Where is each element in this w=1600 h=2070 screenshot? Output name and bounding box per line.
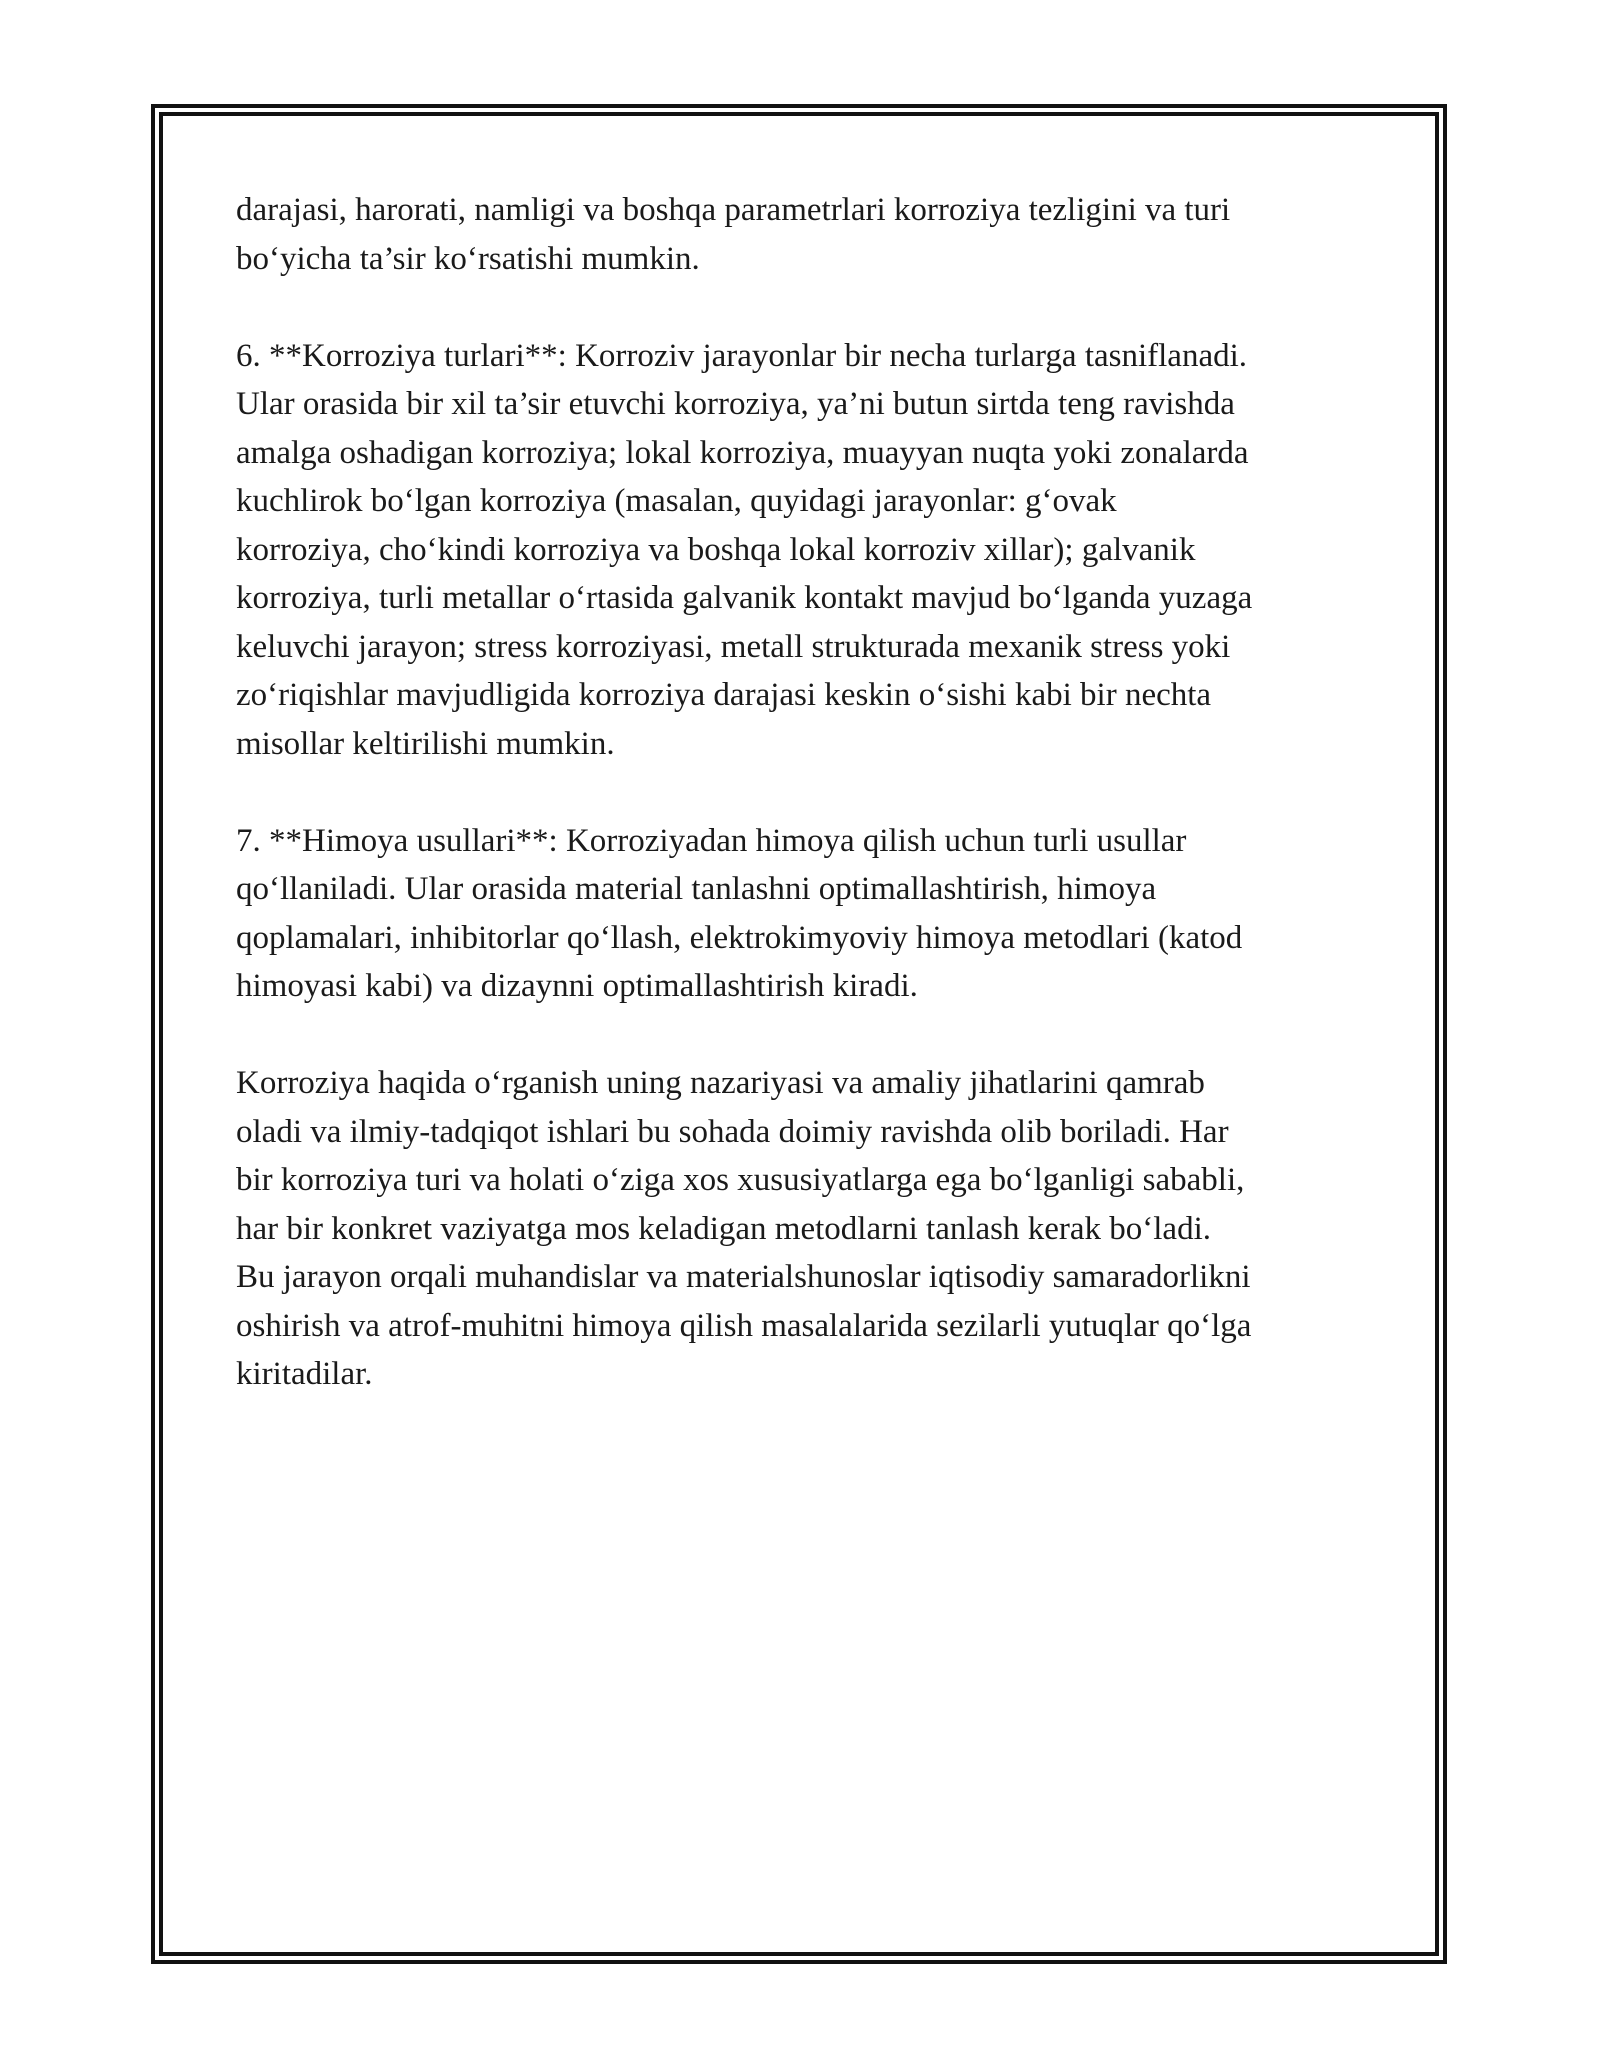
paragraph-continuation: darajasi, harorati, namligi va boshqa parametrlari korroziya tezligini va turi bo‘yicha ta’sir ko‘rsatishi mumkin.	[236, 192, 1231, 277]
paragraph-corrosion-types: 6. **Korroziya turlari**: Korroziv jarayonlar bir necha turlarga tasniflanadi. Ular orasida bir xil ta’sir etuvchi korroziya, ya’ni butun sirtda teng ravishda amalga oshadigan korroziya; lokal korroziya, muayyan nuqta yoki zonalarda kuchlirok bo‘lgan korroziya (masalan, quyidagi jarayonlar: g‘ovak korroziya, cho‘kindi korroziya va boshqa lokal korroziv xillar); galvanik korroziya, turli metallar o‘rtasida galvanik kontakt mavjud bo‘lganda yuzaga keluvchi jarayon; stress korroziyasi, metall strukturada mexanik stress yoki zo‘riqishlar mavjudligida korroziya darajasi keskin o‘sishi kabi bir nechta misollar keltirilishi mumkin.	[236, 337, 1253, 762]
document-body	[236, 186, 1386, 1447]
paragraph-protection-methods: 7. **Himoya usullari**: Korroziyadan himoya qilish uchun turli usullar qo‘llaniladi. Ular orasida material tanlashni optimallashtirish, himoya qoplamalari, inhibitorlar qo‘llash, elektrokimyoviy himoya metodlari (katod himoyasi kabi) va dizaynni optimallashtirish kiradi.	[236, 822, 1243, 1004]
paragraph-conclusion: Korroziya haqida o‘rganish uning nazariyasi va amaliy jihatlarini qamrab oladi va ilmiy-tadqiqot ishlari bu sohada doimiy ravishda olib boriladi. Har bir korroziya turi va holati o‘ziga xos xususiyatlarga ega bo‘lganligi sababli, har bir konkret vaziyatga mos keladigan metodlarni tanlash kerak bo‘ladi. Bu jarayon orqali muhandislar va materialshunoslar iqtisodiy samaradorlikni oshirish va atrof-muhitni himoya qilish masalalarida sezilarli yutuqlar qo‘lga kiritadilar.	[236, 1065, 1252, 1392]
